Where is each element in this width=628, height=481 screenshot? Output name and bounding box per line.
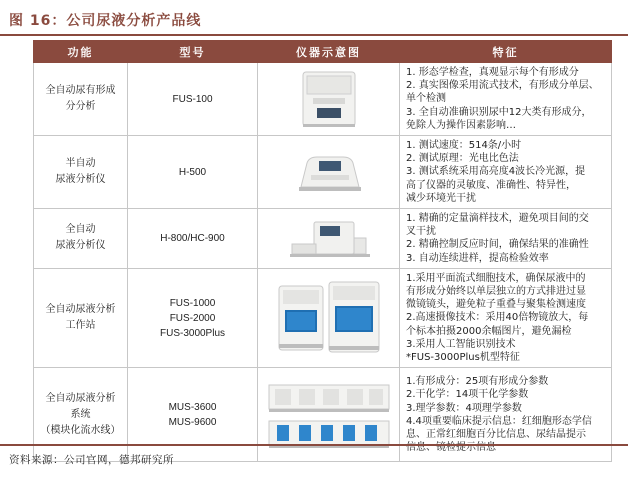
features-cell xyxy=(400,63,612,136)
image-cell xyxy=(258,63,400,136)
fus-100-instrument-image xyxy=(289,68,369,130)
feature-line: 个标本拍摄2000余幅图片，避免漏检 xyxy=(406,325,572,337)
feature-line: 3. 测试系统采用高亮度4波长冷光源，提 xyxy=(406,166,586,178)
feature-line: 免除人为操作因素影响… xyxy=(406,119,516,131)
function-cell xyxy=(34,136,128,209)
feature-line: 信息、镜检提示信息 xyxy=(406,442,496,454)
feature-line: 1. 形态学检查，真观显示每个有形成分 xyxy=(406,67,579,78)
model-name: FUS-3000Plus xyxy=(159,327,226,339)
function-text: （模块化流水线） xyxy=(40,424,121,436)
feature-line: 有形成分始终以单层独立的方式排进过显 xyxy=(406,286,586,298)
product-line-table xyxy=(33,40,612,462)
title-divider xyxy=(0,34,628,36)
image-cell xyxy=(258,268,400,367)
feature-line: 4.4项重要临床提示信息：红细胞形态学信 xyxy=(406,415,592,427)
feature-line: *FUS-3000Plus机型特征 xyxy=(406,352,520,364)
h-500-instrument-image xyxy=(293,149,365,195)
feature-line: 3. 自动连续进样，提高检验效率 xyxy=(406,252,549,264)
function-text: 全自动尿液分析 xyxy=(45,304,116,316)
model-name: FUS-1000 xyxy=(169,297,216,309)
header-function: 功能 xyxy=(34,41,128,63)
table-row xyxy=(34,136,612,209)
feature-line: 3.采用人工智能识别技术 xyxy=(406,338,516,350)
feature-line: 3.理学参数：4项理学参数 xyxy=(406,402,522,414)
function-text: 工作站 xyxy=(65,320,96,332)
feature-line: 3. 全自动准确识别尿中12大类有形成分， xyxy=(406,106,592,118)
function-text: 全自动尿有形成 xyxy=(45,85,116,96)
feature-line: 2. 测试原理：光电比色法 xyxy=(406,153,519,165)
model-cell xyxy=(128,209,258,269)
header-features: 特征 xyxy=(400,41,612,63)
features-cell xyxy=(400,209,612,269)
model-name: FUS-100 xyxy=(172,93,213,105)
feature-line: 叉干扰 xyxy=(406,226,436,238)
feature-line: 减少环境光干扰 xyxy=(406,192,476,204)
model-cell xyxy=(128,136,258,209)
table-row xyxy=(34,209,612,269)
feature-line: 高了仪器的灵敏度、准确性、特异性， xyxy=(406,179,576,191)
header-image: 仪器示意图 xyxy=(258,41,400,63)
fus-workstation-instrument-image xyxy=(273,278,385,358)
function-text: 尿液分析仪 xyxy=(55,174,106,186)
function-text: 全自动尿液分析 xyxy=(45,392,116,404)
feature-line: 微镜镜头，避免粒子重叠与聚集检测速度 xyxy=(406,299,586,311)
table-row xyxy=(34,63,612,136)
image-cell xyxy=(258,136,400,209)
feature-line: 1. 测试速度：514条/小时 xyxy=(406,140,522,152)
feature-line: 1. 精确的定量滴样技术，避免项目间的交 xyxy=(406,213,589,225)
feature-line: 1.采用平面流式细胞技术，确保尿液中的 xyxy=(406,272,586,284)
function-text: 系统 xyxy=(70,408,91,420)
table-header-row xyxy=(34,41,612,63)
image-cell xyxy=(258,209,400,269)
feature-line: 1.有形成分：25项有形成分参数 xyxy=(406,376,549,388)
function-text: 分分析 xyxy=(65,101,96,112)
mus-pipeline-instrument-image xyxy=(265,375,393,455)
h-800-instrument-image xyxy=(284,216,374,260)
function-cell xyxy=(34,209,128,269)
function-cell xyxy=(34,63,128,136)
feature-line: 2.干化学：14项干化学参数 xyxy=(406,389,529,401)
model-name: MUS-3600 xyxy=(168,401,217,413)
features-cell xyxy=(400,136,612,209)
model-cell xyxy=(128,63,258,136)
features-cell xyxy=(400,268,612,367)
function-text: 尿液分析仪 xyxy=(55,240,106,252)
feature-line: 2. 精确控制反应时间，确保结果的准确性 xyxy=(406,239,589,251)
model-name: FUS-2000 xyxy=(169,312,216,324)
model-name: MUS-9600 xyxy=(168,416,217,428)
source-note: 资料来源：公司官网，德邦研究所 xyxy=(0,444,628,467)
feature-line: 息、正常红细胞百分比信息、尿结晶提示 xyxy=(406,428,586,440)
header-model: 型号 xyxy=(128,41,258,63)
function-cell xyxy=(34,268,128,367)
table-row xyxy=(34,268,612,367)
function-text: 半自动 xyxy=(65,158,96,170)
figure-title: 图 16：公司尿液分析产品线 xyxy=(9,13,202,29)
feature-line: 2. 真实图像采用流式技术，有形成分单层、 xyxy=(406,80,599,92)
feature-line: 2.高速摄像技术：采用40倍物镜放大，每 xyxy=(406,312,589,324)
model-name: H-500 xyxy=(178,166,207,178)
feature-line: 单个检测 xyxy=(406,93,446,105)
model-cell xyxy=(128,268,258,367)
function-text: 全自动 xyxy=(65,224,96,236)
model-name: H-800/HC-900 xyxy=(160,232,225,244)
